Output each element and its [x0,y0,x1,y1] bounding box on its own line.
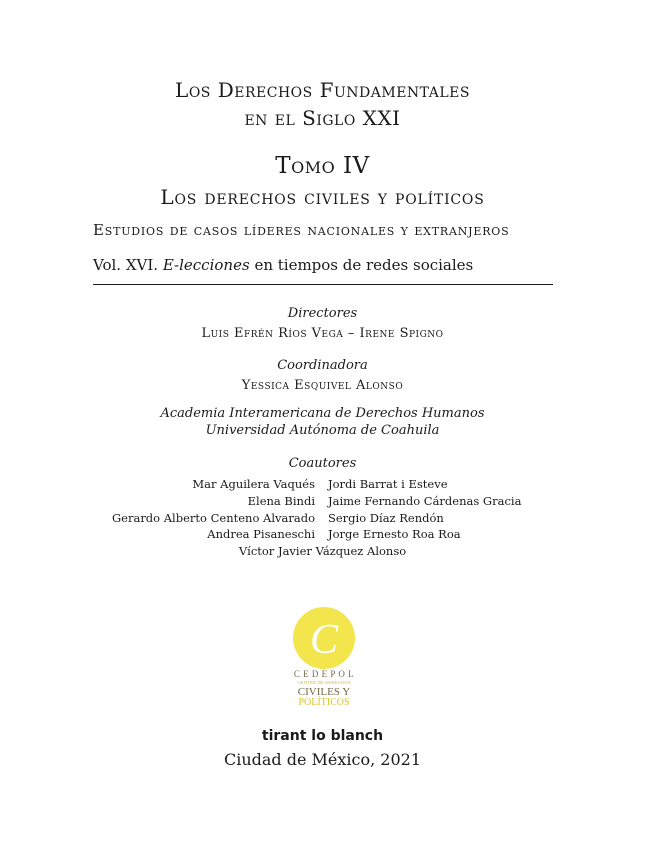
divider-rule [93,284,553,285]
logo-letter: C [309,617,339,663]
logo-line-1: CIVILES Y [297,686,351,698]
main-title-line-1: Los Derechos Fundamentales [175,78,470,102]
logo-small-text: CENTRO DE DERECHOS [297,680,351,685]
cedepol-logo [280,606,368,710]
publication-place-year: Ciudad de México, 2021 [223,750,422,769]
logo-line-2: POLÍTICOS [298,697,350,708]
volume-rest: en tiempos de redes sociales [254,256,474,274]
coauthor-last: Víctor Javier Vázquez Alonso [238,544,407,558]
subtitle: Los derechos civiles y políticos [160,185,485,209]
coordinator-label: Coordinadora [277,358,368,373]
coauthor-left-4: Andrea Pisaneschi [207,527,315,541]
coauthor-right-3: Sergio Díaz Rendón [328,511,444,525]
main-title-line-2: en el Siglo XXI [244,106,401,130]
volume-prefix: Vol. XVI. [93,256,159,274]
volume-italic: E-lecciones [162,256,250,274]
directors-label: Directores [287,306,358,321]
volume-line [93,256,473,274]
studies-heading: Estudios de casos líderes nacionales y extranjeros [93,221,510,239]
coauthor-left-3: Gerardo Alberto Centeno Alvarado [111,511,315,525]
institution-1: Academia Interamericana de Derechos Humanos [160,406,485,421]
coordinator-name: Yessica Esquivel Alonso [241,378,404,393]
directors-names: Luis Efrén Ríos Vega – Irene Spigno [201,326,444,341]
logo-acronym: C E D E P O L [293,669,355,679]
coauthor-right-1: Jordi Barrat i Esteve [328,477,448,491]
coauthor-left-2: Elena Bindi [247,494,315,508]
coauthor-left-1: Mar Aguilera Vaqués [192,477,315,491]
publisher-name: tirant lo blanch [261,728,384,744]
institution-2: Universidad Autónoma de Coahuila [205,423,440,438]
coauthors-label: Coautores [288,456,357,471]
tomo-heading: Tomo IV [275,153,370,179]
coauthor-right-4: Jorge Ernesto Roa Roa [328,527,461,541]
coauthor-right-2: Jaime Fernando Cárdenas Gracia [328,494,522,508]
